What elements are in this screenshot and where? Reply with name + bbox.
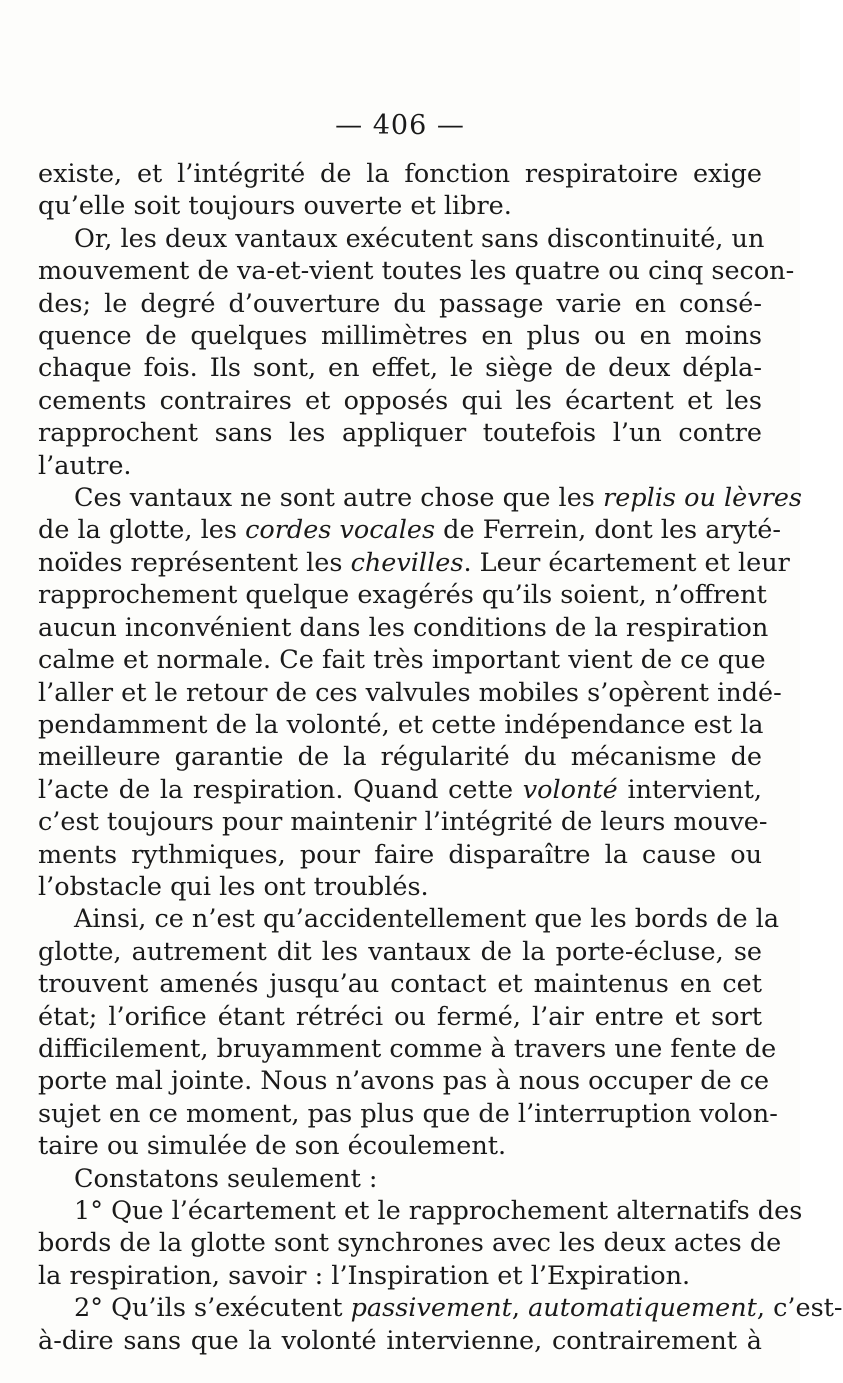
- text-run: Ces vantaux ne sont autre chose que les: [74, 483, 604, 514]
- text-line: [38, 482, 803, 514]
- text-line: [38, 320, 762, 352]
- text-line: [38, 774, 762, 806]
- text-line: [38, 1001, 762, 1033]
- text-run: l’obstacle qui les ont troublés.: [38, 871, 429, 902]
- text-run: l’autre.: [38, 450, 132, 481]
- text-run: rapprochent sans les appliquer toutefois l’un contre: [38, 418, 762, 449]
- paragraph: [38, 1195, 803, 1292]
- text-run: de la glotte, les: [38, 515, 246, 546]
- text-run: quence de quelques millimètres en plus ou en moins: [38, 321, 762, 352]
- text-run: existe, et l’intégrité de la fonction respiratoire exige: [38, 159, 762, 189]
- paragraph: [38, 482, 803, 903]
- text-line: [38, 1227, 782, 1259]
- text-run: l’acte de la respiration. Quand cette: [38, 774, 523, 805]
- text-line: [38, 1260, 762, 1292]
- text-run: rapprochement quelque exagérés qu’ils soient, n’offrent: [38, 580, 767, 611]
- text-run: sujet en ce moment, pas plus que de l’interruption volon-: [38, 1098, 778, 1129]
- text-line: [38, 806, 768, 838]
- text-line: [38, 644, 766, 676]
- text-run: Or, les deux vantaux exécutent sans discontinuité, un: [74, 223, 765, 254]
- text-line: [38, 1325, 762, 1357]
- text-line: [38, 741, 762, 773]
- text-run: ments rythmiques, pour faire disparaître la cause ou: [38, 839, 762, 870]
- text-line: [38, 709, 762, 741]
- text-line: [38, 190, 762, 222]
- text-line: [38, 1065, 770, 1097]
- page-number: — 406 —: [335, 110, 465, 141]
- text-run: glotte, autrement dit les vantaux de la porte-écluse, se: [38, 936, 762, 967]
- text-line: [38, 968, 762, 1000]
- text-run: cements contraires et opposés qui les écartent et les: [38, 385, 762, 416]
- text-run: , c’est-: [756, 1293, 843, 1324]
- italic-run: replis ou lèvres: [603, 483, 803, 514]
- text-line: [38, 612, 769, 644]
- text-run: qu’elle soit toujours ouverte et libre.: [38, 191, 512, 222]
- text-run: état; l’orifice étant rétréci ou fermé, l’air entre et sort: [38, 1001, 762, 1032]
- text-line: [38, 1033, 777, 1065]
- text-run: bords de la glotte sont synchrones avec les deux actes de: [38, 1228, 782, 1259]
- text-run: la respiration, savoir : l’Inspiration et l’Expiration.: [38, 1260, 691, 1291]
- text-run: l’aller et le retour de ces valvules mobiles s’opèrent indé-: [38, 677, 782, 708]
- text-run: difficilement, bruyamment comme à travers une fente de: [38, 1033, 777, 1064]
- text-line: [38, 903, 780, 935]
- text-line: [38, 871, 762, 903]
- paragraph: [38, 223, 795, 482]
- text-line: [38, 385, 762, 417]
- paragraph: [38, 903, 780, 1162]
- text-run: porte mal jointe. Nous n’avons pas à nous occuper de ce: [38, 1066, 770, 1097]
- text-line: [38, 158, 762, 190]
- text-line: [38, 514, 781, 546]
- text-line: [38, 677, 782, 709]
- text-run: intervient,: [617, 774, 763, 805]
- text-line: [38, 1163, 762, 1195]
- text-line: [38, 839, 762, 871]
- text-line: [38, 547, 790, 579]
- text-run: meilleure garantie de la régularité du mécanisme de: [38, 742, 762, 773]
- text-line: [38, 936, 762, 968]
- text-line: [38, 417, 762, 449]
- text-line: [38, 579, 767, 611]
- text-run: c’est toujours pour maintenir l’intégrité de leurs mouve-: [38, 807, 768, 838]
- text-run: 1° Que l’écartement et le rapprochement alternatifs des: [74, 1196, 803, 1226]
- italic-run: automatiquement: [528, 1293, 757, 1324]
- paragraph: [38, 1292, 843, 1357]
- text-run: à-dire sans que la volonté intervienne, contrairement à: [38, 1325, 762, 1356]
- text-run: Ainsi, ce n’est qu’accidentellement que les bords de la: [74, 904, 780, 935]
- paragraph: [38, 158, 762, 223]
- text-run: Constatons seulement :: [74, 1163, 378, 1194]
- italic-run: cordes vocales: [245, 515, 436, 546]
- text-run: noïdes représentent les: [38, 547, 351, 578]
- text-line: [38, 352, 762, 384]
- text-run: taire ou simulée de son écoulement.: [38, 1131, 507, 1162]
- text-line: [38, 1098, 778, 1130]
- italic-run: passivement: [350, 1293, 512, 1324]
- text-run: mouvement de va-et-vient toutes les quatre ou cinq secon-: [38, 256, 795, 287]
- text-run: 2° Qu’ils s’exécutent: [74, 1293, 351, 1324]
- text-line: [38, 1130, 762, 1162]
- text-run: ,: [511, 1293, 529, 1324]
- body-text: [38, 158, 843, 1357]
- text-run: des; le degré d’ouverture du passage varie en consé-: [38, 288, 762, 319]
- text-run: trouvent amenés jusqu’au contact et maintenus en cet: [38, 969, 762, 1000]
- text-line: [38, 1292, 843, 1324]
- text-run: aucun inconvénient dans les conditions de la respiration: [38, 612, 769, 643]
- italic-run: volonté: [522, 774, 618, 805]
- text-run: . Leur écartement et leur: [463, 547, 790, 578]
- italic-run: chevilles: [350, 547, 464, 578]
- text-line: [38, 223, 765, 255]
- paragraph: [38, 1163, 762, 1195]
- text-line: [38, 1195, 803, 1227]
- text-line: [38, 288, 762, 320]
- text-run: calme et normale. Ce fait très important vient de ce que: [38, 645, 766, 676]
- text-run: pendamment de la volonté, et cette indépendance est la: [38, 709, 764, 740]
- text-run: de Ferrein, dont les aryté-: [435, 515, 781, 546]
- text-line: [38, 450, 762, 482]
- text-line: [38, 255, 795, 287]
- text-run: chaque fois. Ils sont, en effet, le siège de deux dépla-: [38, 353, 762, 384]
